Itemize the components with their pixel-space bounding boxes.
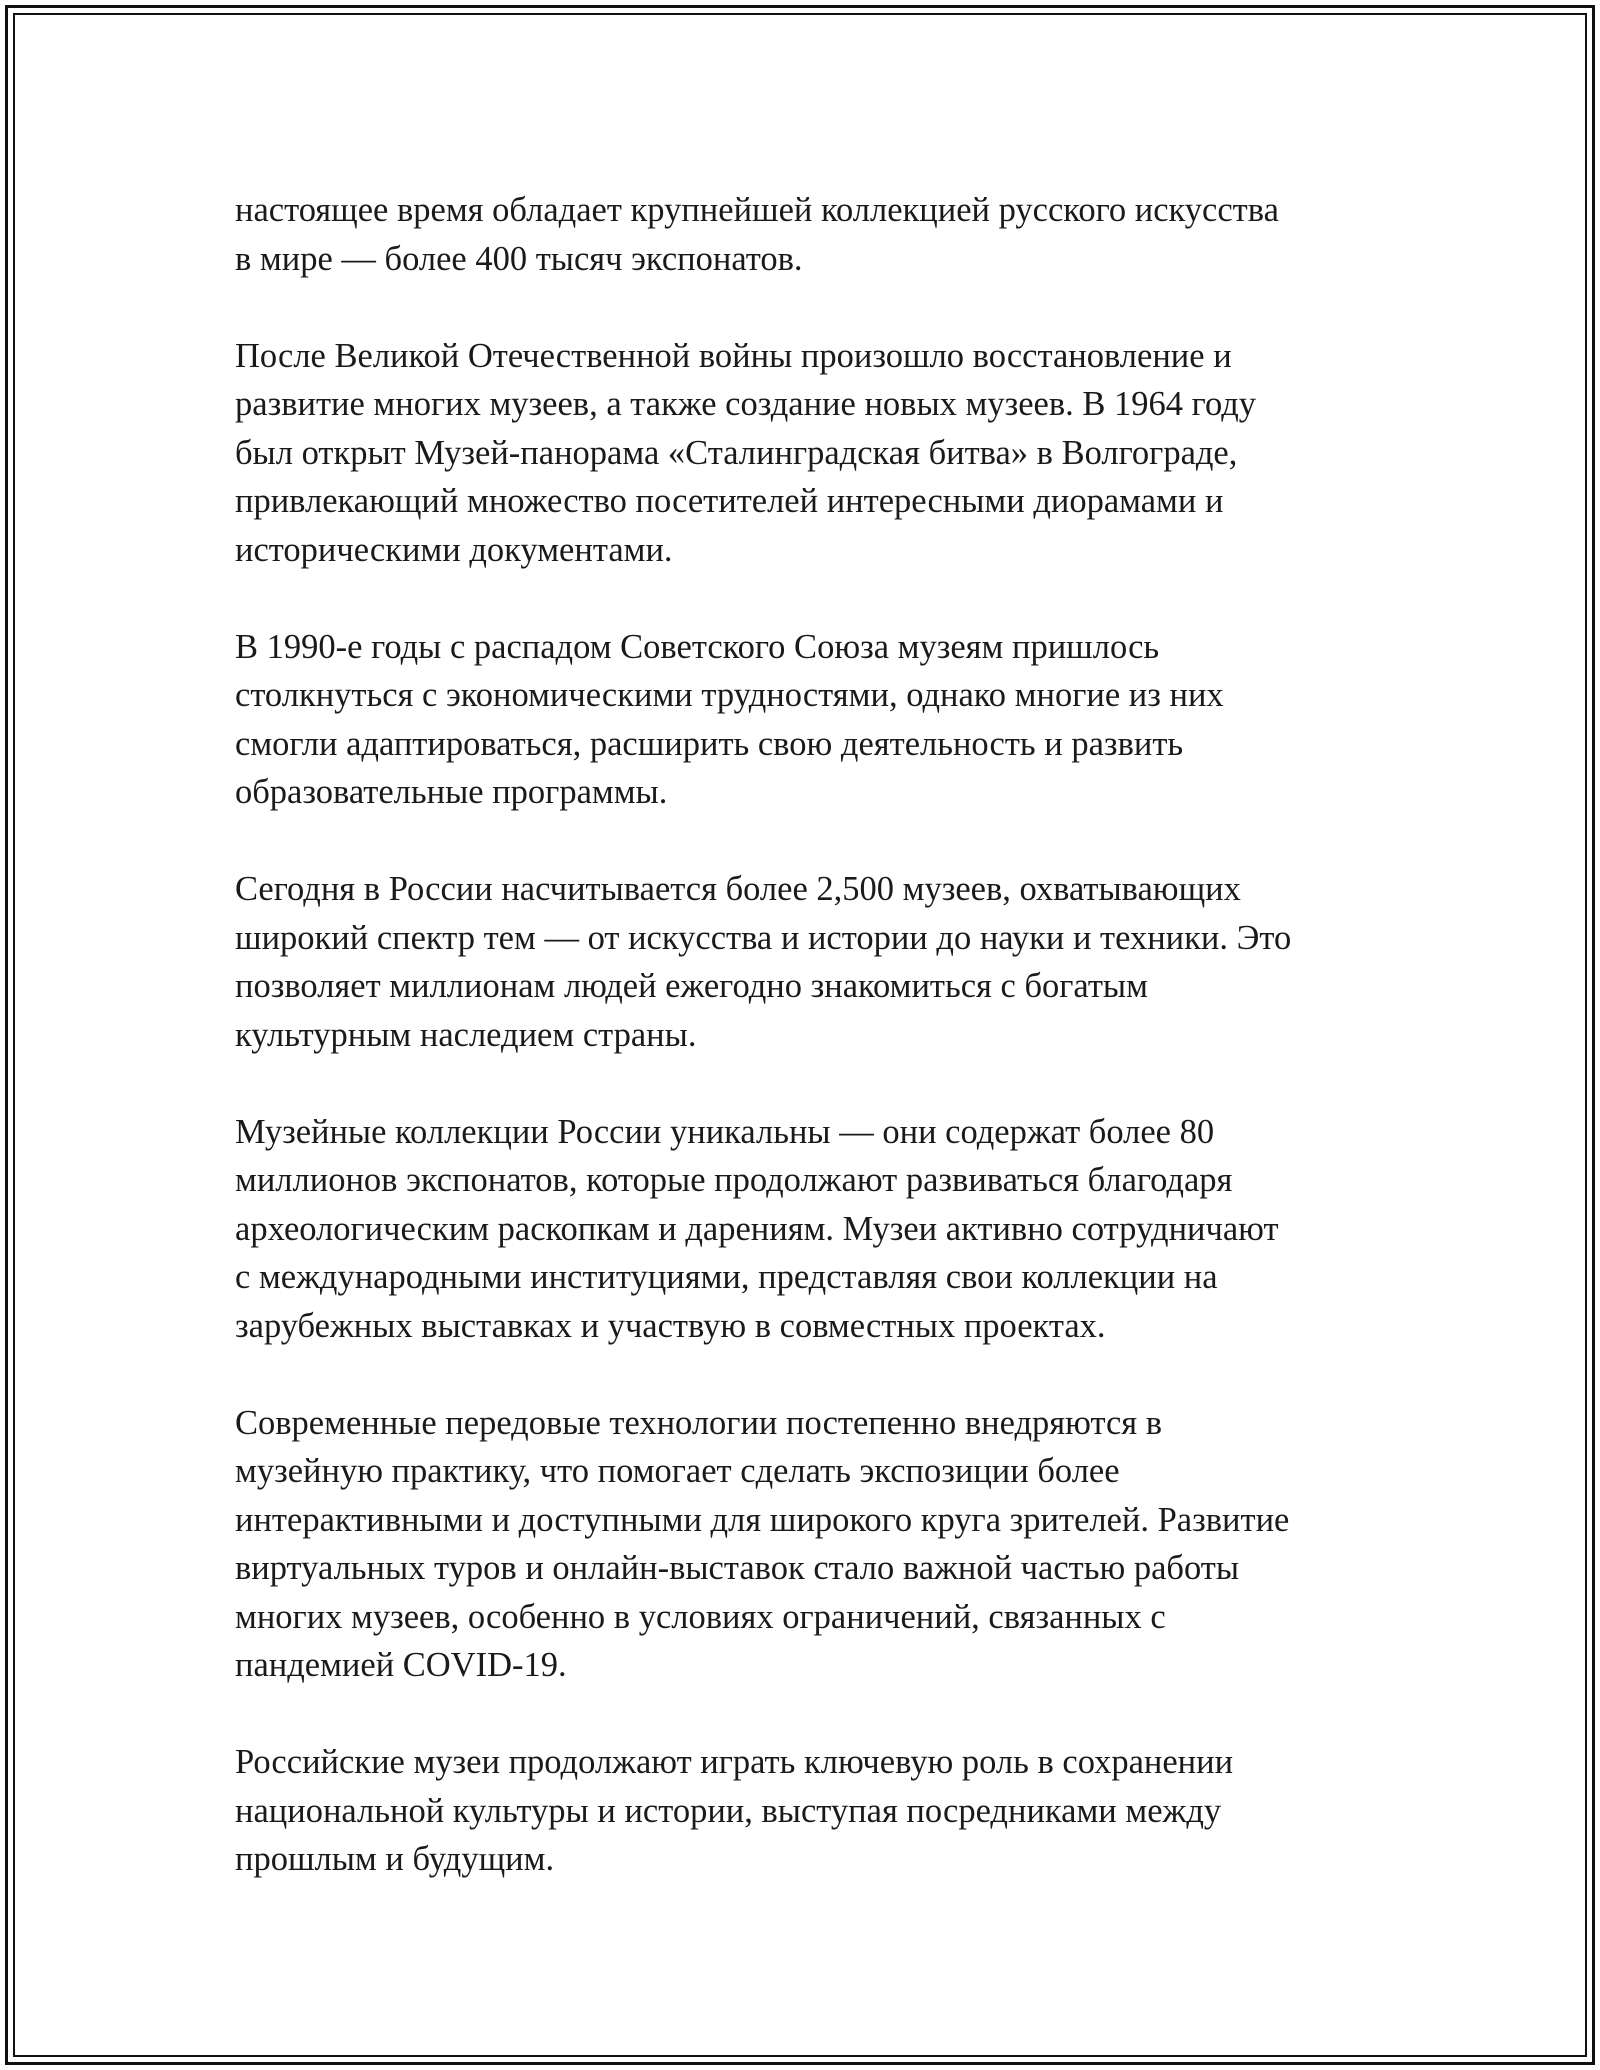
text-line: Музейные коллекции России уникальны — они содержат более 80 <box>235 1112 1215 1151</box>
text-line: смогли адаптироваться, расширить свою деятельность и развить <box>235 724 1184 763</box>
text-line: историческими документами. <box>235 530 673 569</box>
paragraph-3 <box>235 623 1375 817</box>
text-line: настоящее время обладает крупнейшей коллекцией русского искусства <box>235 191 1279 229</box>
text-line: В 1990-е годы с распадом Советского Союза музеям пришлось <box>235 627 1160 666</box>
text-line: миллионов экспонатов, которые продолжают развиваться благодаря <box>235 1161 1233 1199</box>
text-line: в мире — более 400 тысяч экспонатов. <box>235 239 803 278</box>
text-line: культурным наследием страны. <box>235 1015 697 1054</box>
text-line: национальной культуры и истории, выступая посредниками между <box>235 1791 1222 1830</box>
text-line: многих музеев, особенно в условиях ограничений, связанных с <box>235 1597 1166 1636</box>
text-line: широкий спектр тем — от искусства и истории до науки и техники. Это <box>235 918 1292 957</box>
paragraph-6 <box>235 1399 1375 1690</box>
text-line: позволяет миллионам людей ежегодно знакомиться с богатым <box>235 967 1148 1005</box>
paragraph-4 <box>235 865 1375 1059</box>
text-line: виртуальных туров и онлайн-выставок стало важной частью работы <box>235 1549 1240 1587</box>
paragraph-2 <box>235 332 1375 575</box>
text-line: Российские музеи продолжают играть ключевую роль в сохранении <box>235 1743 1234 1781</box>
text-line: археологическим раскопкам и дарениям. Музеи активно сотрудничают <box>235 1209 1279 1248</box>
text-line: привлекающий множество посетителей интересными диорамами и <box>235 482 1224 520</box>
text-line: пандемией COVID-19. <box>235 1646 567 1684</box>
paragraph-5 <box>235 1108 1375 1351</box>
text-line: образовательные программы. <box>235 773 668 811</box>
text-line: Сегодня в России насчитывается более 2,500 музеев, охватывающих <box>235 870 1241 908</box>
text-line: развитие многих музеев, а также создание новых музеев. В 1964 году <box>235 385 1257 423</box>
text-line: После Великой Отечественной войны произошло восстановление и <box>235 336 1232 375</box>
text-line: столкнуться с экономическими трудностями, однако многие из них <box>235 676 1224 714</box>
paragraph-7 <box>235 1738 1375 1884</box>
text-line: зарубежных выставках и участвую в совместных проектах. <box>235 1306 1106 1345</box>
text-line: прошлым и будущим. <box>235 1840 555 1878</box>
text-line: был открыт Музей-панорама «Сталинградская битва» в Волгограде, <box>235 433 1238 472</box>
document-body <box>235 186 1375 1932</box>
text-line: интерактивными и доступными для широкого круга зрителей. Развитие <box>235 1500 1290 1539</box>
text-line: с международными институциями, представляя свои коллекции на <box>235 1258 1218 1296</box>
text-line: музейную практику, что помогает сделать экспозиции более <box>235 1452 1120 1490</box>
text-line: Современные передовые технологии постепенно внедряются в <box>235 1403 1163 1442</box>
paragraph-1 <box>235 186 1375 283</box>
